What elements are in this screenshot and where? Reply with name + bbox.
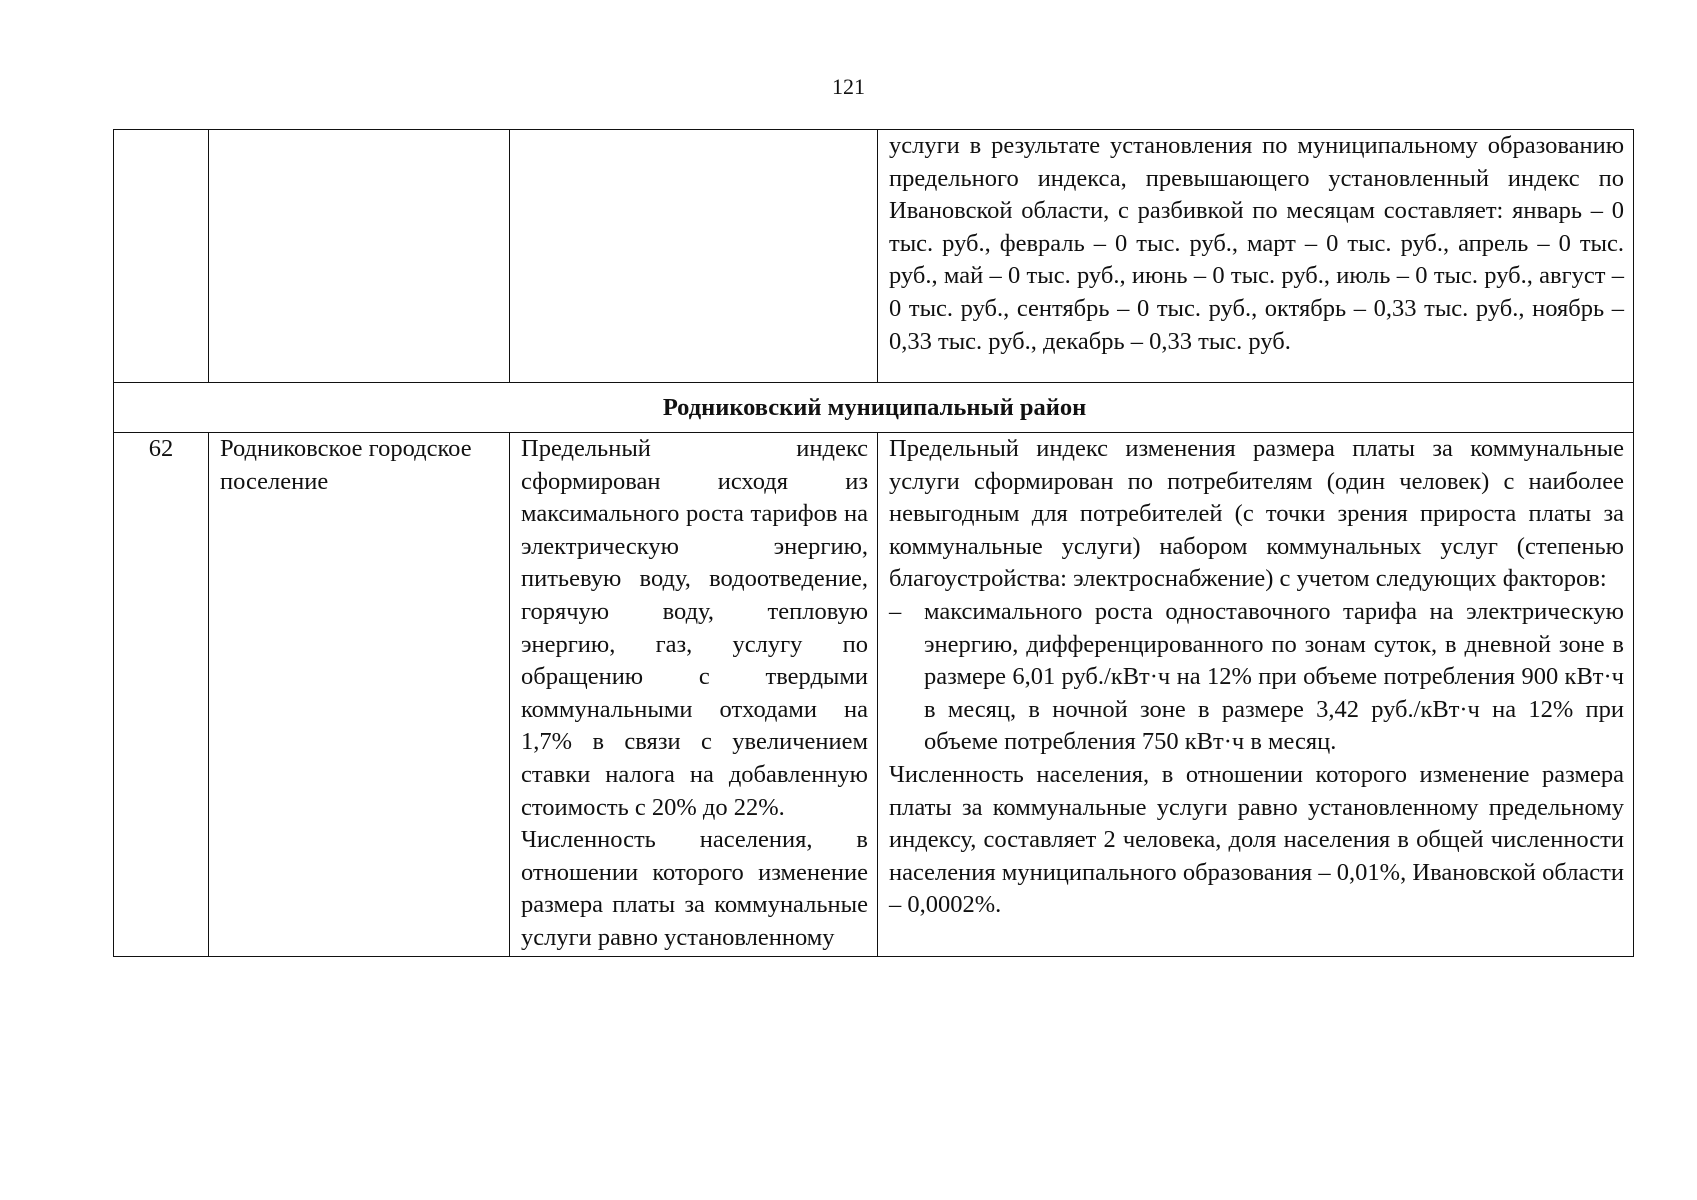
list-dash: – bbox=[889, 597, 902, 625]
cell-justification-empty bbox=[510, 130, 878, 383]
cell-name-empty bbox=[209, 130, 510, 383]
section-header-row bbox=[114, 383, 1634, 433]
justification-paragraph: Предельный индекс сформирован исходя из максимального роста тарифов на электрическую энергию, питьевую воду, водоотведение, горячую воду, тепловую энергию, газ, услугу по обращению с твердыми коммунальными отходами на 1,7% в связи с увеличением ставки налога на добавленную стоимость с 20% до 22%. bbox=[521, 435, 868, 821]
index-details bbox=[878, 433, 1634, 957]
cell-number-empty bbox=[114, 130, 209, 383]
table-row-62 bbox=[114, 433, 1634, 957]
row-number: 62 bbox=[114, 433, 209, 957]
cell-continued-details bbox=[878, 130, 1634, 383]
details-intro: Предельный индекс изменения размера платы за коммунальные услуги сформирован по потребителям (один человек) с наиболее невыгодным для потребителей (с точки зрения прироста платы за коммунальные услуги) набором коммунальных услуг (степенью благоустройства: электроснабжение) с учетом следующих факторов: bbox=[889, 435, 1624, 593]
details-population: Численность населения, в отношении которого изменение размера платы за коммунальные услуги равно установленному предельному индексу, составляет 2 человека, доля населения в общей численности населения муниципального образования – 0,01%, Ивановской области – 0,0002%. bbox=[889, 760, 1624, 919]
table-row-continued bbox=[114, 130, 1634, 383]
justification-population: Численность населения, в отношении которого изменение размера платы за коммунальные услуги равно установленному bbox=[521, 826, 868, 951]
section-title: Родниковский муниципальный район bbox=[114, 383, 1634, 433]
factor-text: максимального роста одноставочного тарифа на электрическую энергию, дифференцированного по зонам суток, в дневной зоне в размере 6,01 руб./кВт·ч на 12% при объеме потребления 900 кВт·ч в месяц, в ночной зоне в размере 3,42 руб./кВт·ч на 12% при объеме потребления 750 кВт·ч в месяц. bbox=[924, 597, 1624, 756]
municipality-name: Родниковское городское поселение bbox=[209, 433, 510, 957]
document-table bbox=[113, 129, 1634, 957]
continued-details-text: услуги в результате установления по муниципальному образованию предельного индекса, превышающего установленный индекс по Ивановской области, с разбивкой по месяцам составляет: январь – 0 тыс. руб., февраль – 0 тыс. руб., март – 0 тыс. руб., апрель – 0 тыс. руб., май – 0 тыс. руб., июнь – 0 тыс. руб., июль – 0 тыс. руб., август – 0 тыс. руб., сентябрь – 0 тыс. руб., октябрь – 0,33 тыс. руб., ноябрь – 0,33 тыс. руб., декабрь – 0,33 тыс. руб. bbox=[889, 132, 1624, 355]
page-number: 121 bbox=[832, 74, 865, 99]
factor-list-item bbox=[889, 596, 1624, 759]
index-justification bbox=[510, 433, 878, 957]
